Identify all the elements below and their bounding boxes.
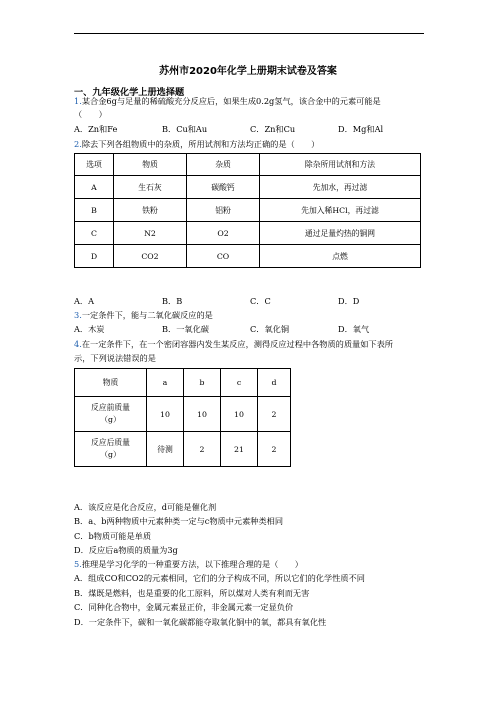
- table-cell: 先加入稀HCl，再过滤: [260, 199, 421, 222]
- table-row: [75, 176, 421, 199]
- table-header-row: [75, 154, 421, 176]
- table-header-cell: 选项: [75, 154, 114, 176]
- question-4-option-c: C．b物质可能是单质: [74, 531, 152, 541]
- question-stem: 某合金6g与足量的稀硫酸充分反应后，如果生成0.2g氢气，该合金中的元素可能是: [81, 96, 381, 106]
- question-stem: 除去下列各组物质中的杂质，所用试剂和方法均正确的是（ ）: [81, 139, 320, 149]
- question-4-option-a: A．该反应是化合反应，d可能是催化剂: [74, 502, 217, 512]
- table-header-cell: b: [184, 369, 221, 397]
- header-rule: [74, 33, 424, 34]
- table-cell: 10: [221, 397, 258, 432]
- question-4-stem-cont: 示，下列说法错误的是: [74, 353, 156, 363]
- option-b: B．Cu和Au: [162, 124, 208, 134]
- table-row: [75, 432, 291, 467]
- table-row: [75, 245, 421, 268]
- table-header-cell: a: [147, 369, 184, 397]
- table-cell: D: [75, 245, 114, 268]
- question-2-options: [74, 296, 424, 307]
- option-c: C．氧化铜: [250, 324, 290, 334]
- question-5-option-a: A．组成CO和CO2的元素相同，它们的分子构成不同，所以它们的化学性质不同: [74, 573, 365, 583]
- option-b: B．B: [162, 296, 183, 306]
- question-stem: 推理是学习化学的一种重要方法，以下推理合理的是（ ）: [81, 559, 303, 569]
- option-d: D．Mg和Al: [338, 124, 384, 134]
- table-cell: 先加水，再过滤: [260, 176, 421, 199]
- table-cell: 10: [147, 397, 184, 432]
- table-cell: C: [75, 222, 114, 245]
- question-3-options: [74, 324, 424, 335]
- page-title: 苏州市2020年化学上册期末试卷及答案: [159, 66, 337, 77]
- table-cell: 10: [184, 397, 221, 432]
- table-header-cell: 除杂所用试剂和方法: [260, 154, 421, 176]
- question-5: [74, 559, 303, 570]
- question-1-options: [74, 124, 424, 135]
- table-cell: 碳酸钙: [187, 176, 260, 199]
- table-cell: 通过足量灼热的铜网: [260, 222, 421, 245]
- table-cell: O2: [187, 222, 260, 245]
- table-row: [75, 199, 421, 222]
- option-c: C．C: [250, 296, 271, 306]
- question-5-option-b: B．煤既是燃料，也是重要的化工原料，所以煤对人类有利而无害: [74, 588, 310, 598]
- question-number: 4.: [74, 339, 82, 349]
- question-2-table: [74, 153, 421, 268]
- question-number: 3.: [74, 310, 82, 320]
- table-cell: B: [75, 199, 114, 222]
- table-row: [75, 397, 291, 432]
- table-cell: 生石灰: [114, 176, 187, 199]
- table-cell: CO: [187, 245, 260, 268]
- option-d: D．氧气: [338, 324, 370, 334]
- table-cell: 21: [221, 432, 258, 467]
- table-cell: A: [75, 176, 114, 199]
- section-heading: 一、九年级化学上册选择题: [74, 87, 185, 98]
- question-stem: 在一定条件下，在一个密闭容器内发生某反应，测得反应过程中各物质的质量如下表所: [81, 339, 393, 349]
- question-4-table: [74, 368, 291, 467]
- table-header-cell: 物质: [75, 369, 147, 397]
- question-5-option-d: D．一定条件下，碳和一氧化碳都能夺取氧化铜中的氧，都具有氧化性: [74, 617, 327, 627]
- option-a: A．Zn和Fe: [74, 124, 118, 134]
- question-4-option-b: B．a、b两种物质中元素种类一定与c物质中元素种类相同: [74, 516, 284, 526]
- table-cell: 待测: [147, 432, 184, 467]
- table-header-cell: 物质: [114, 154, 187, 176]
- option-a: A．A: [74, 296, 95, 306]
- table-cell: 反应后质量（g）: [75, 432, 147, 467]
- question-1: [74, 96, 381, 107]
- table-cell: 铁粉: [114, 199, 187, 222]
- table-cell: CO2: [114, 245, 187, 268]
- table-header-cell: 杂质: [187, 154, 260, 176]
- question-number: 1.: [74, 96, 82, 106]
- question-stem: 一定条件下，能与二氧化碳反应的是: [81, 310, 213, 320]
- table-cell: 2: [184, 432, 221, 467]
- question-number: 2.: [74, 139, 82, 149]
- option-d: D．D: [338, 296, 360, 306]
- question-2: [74, 139, 319, 150]
- table-row: [75, 222, 421, 245]
- question-4: [74, 339, 393, 350]
- table-cell: 2: [258, 397, 291, 432]
- table-header-cell: d: [258, 369, 291, 397]
- question-5-option-c: C．同种化合物中，金属元素显正价，非金属元素一定显负价: [74, 602, 294, 612]
- table-cell: N2: [114, 222, 187, 245]
- option-b: B．一氧化碳: [162, 324, 209, 334]
- question-number: 5.: [74, 559, 82, 569]
- table-header-cell: c: [221, 369, 258, 397]
- table-cell: 铝粉: [187, 199, 260, 222]
- table-cell: 反应前质量（g）: [75, 397, 147, 432]
- question-4-option-d: D．反应后a物质的质量为3g: [74, 545, 178, 555]
- option-a: A．木炭: [74, 324, 105, 334]
- question-1-paren: （ ）: [74, 109, 107, 119]
- table-cell: 2: [258, 432, 291, 467]
- table-header-row: [75, 369, 291, 397]
- option-c: C．Zn和Cu: [250, 124, 296, 134]
- table-cell: 点燃: [260, 245, 421, 268]
- question-3: [74, 310, 213, 321]
